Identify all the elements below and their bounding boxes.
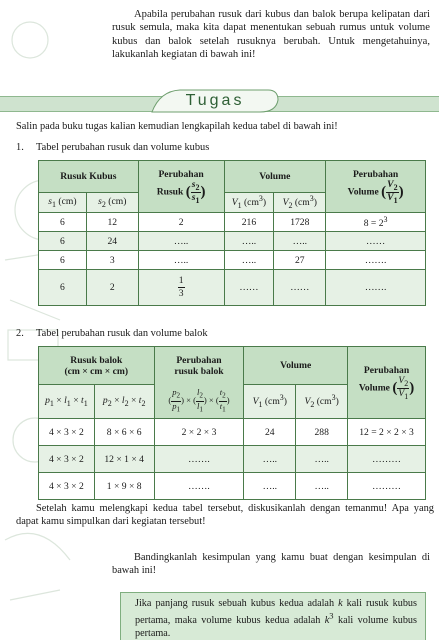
cell-v2: 27: [274, 251, 326, 270]
table-row: [39, 419, 426, 446]
table2-col-p2l2t2: $p_2 \times l_2 \times t_2$: [94, 385, 154, 419]
cell-ratio: …..: [138, 251, 224, 270]
table2-header-pv-line2: Volume: [358, 382, 390, 394]
cell-v2: 288: [296, 419, 348, 446]
cell-v2: …..: [296, 446, 348, 473]
cell-ratio: …….: [154, 446, 244, 473]
table1-header-pv-word: Perubahan: [352, 168, 399, 180]
conclusion-box: [120, 592, 426, 640]
table2-header-perubahan-volume: Perubahan Volume ( $\frac{V_2}{V_1}$ ): [348, 347, 426, 419]
table-row: [39, 232, 426, 251]
instruction-text: Salin pada buku tugas kalian kemudian lengkapilah kedua tabel di bawah ini!: [16, 121, 338, 132]
compare-text: Bandingkanlah kesimpulan yang kamu buat dengan kesimpulan di bawah ini!: [112, 552, 430, 577]
discussion-text: Setelah kamu melengkapi kedua tabel tersebut, diskusikanlah dengan temanmu! Apa yang dapat kamu simpulkan dari kegiatan tersebut!: [16, 503, 434, 528]
table1-col-s2: $s_2$ (cm): [86, 193, 138, 213]
table1-cube-volume: [38, 160, 426, 306]
cell-v2: …..: [274, 232, 326, 251]
cell-s1: 6: [39, 251, 87, 270]
table1-header-rusuk-word: Rusuk: [156, 186, 184, 198]
table1-caption-text: Tabel perubahan rusuk dan volume kubus: [36, 142, 210, 153]
cell-s1: 6: [39, 213, 87, 232]
discussion-paragraph: [16, 502, 434, 529]
cell-vr: ………: [348, 446, 426, 473]
table1-caption: [16, 142, 209, 153]
table2-header-volume: Volume: [244, 347, 348, 385]
cell-vr: ………: [348, 473, 426, 500]
table1-col-v2: $V_2$ $(cm^3)$: [274, 193, 326, 213]
cell-v2: 1728: [274, 213, 326, 232]
table2-number: 2.: [16, 328, 24, 339]
cell-v1: …..: [244, 446, 296, 473]
cell-ratio: 2: [138, 213, 224, 232]
table-row: [39, 473, 426, 500]
cell-s1: 6: [39, 270, 87, 306]
v2-over-v1: $\frac{V_2}{V_1}$: [387, 178, 398, 205]
cell-b: 1 × 9 × 8: [94, 473, 154, 500]
cell-v1: 216: [224, 213, 274, 232]
cell-v1: …..: [224, 251, 274, 270]
table2-caption: [16, 328, 208, 339]
table2-header-perubahan-line1: Perubahan: [176, 354, 222, 366]
cell-b: 12 × 1 × 4: [94, 446, 154, 473]
table1-header-rusuk: Rusuk Kubus: [39, 161, 139, 193]
cell-ratio: $\frac{1}{3}$: [138, 270, 224, 306]
table2-header-perubahan-line2: rusuk balok: [174, 365, 224, 377]
cell-vr: …….: [326, 251, 426, 270]
table2-header-pv-line1: Perubahan: [363, 364, 410, 376]
cell-a: 4 × 3 × 2: [39, 419, 95, 446]
intro-text: Apabila perubahan rusuk dari kubus dan balok berupa kelipatan dari rusuk semula, maka kita dapat menentukan sebuah rumus untuk volume kubus dan balok setelah rusuknya berubah. Untuk mengetahuinya, lakukanlah kegiatan di bawah ini!: [112, 9, 430, 61]
section-title: Tugas: [185, 92, 245, 109]
section-title-badge: [150, 88, 280, 114]
cell-v1: …..: [224, 232, 274, 251]
cell-vr: ……: [326, 232, 426, 251]
table2-header-rusuk-line1: Rusuk balok: [70, 354, 123, 366]
compare-paragraph: [112, 551, 430, 578]
table2-col-ratio-formula: ( $\frac{p_2}{p_1}$ ) × ( $\frac{l_2}{l_1}$ ) × ( $\frac{t_2}{t_1}$ ): [154, 385, 244, 419]
table1-col-v1: $V_1$ $(cm^3)$: [224, 193, 274, 213]
cell-ratio: …..: [138, 232, 224, 251]
cell-s2: 3: [86, 251, 138, 270]
table2-header-rusuk: [39, 347, 155, 385]
table1-col-s1: $s_1$ (cm): [39, 193, 87, 213]
table2-caption-text: Tabel perubahan rusuk dan volume balok: [36, 328, 208, 339]
table1-header-perubahan-rusuk: Perubahan Rusuk ( $\frac{s_2}{s_1}$ ): [138, 161, 224, 213]
table1-header-volume-word: Volume: [347, 186, 379, 198]
table2-col-v2: $V_2$ $(cm^3)$: [296, 385, 348, 419]
cell-v2: …..: [296, 473, 348, 500]
table2-col-p1l1t1: $p_1 \times l_1 \times t_1$: [39, 385, 95, 419]
table1-number: 1.: [16, 142, 24, 153]
table-row: [39, 213, 426, 232]
cell-s2: 12: [86, 213, 138, 232]
table2-header-rusuk-line2: (cm × cm × cm): [64, 365, 129, 377]
cell-v1: ……: [224, 270, 274, 306]
table-row: [39, 446, 426, 473]
cell-v1: …..: [244, 473, 296, 500]
cell-vr: 12 = 2 × 2 × 3: [348, 419, 426, 446]
table1-header-volume: Volume: [224, 161, 326, 193]
cell-s1: 6: [39, 232, 87, 251]
cell-s2: 2: [86, 270, 138, 306]
cell-a: 4 × 3 × 2: [39, 446, 95, 473]
table-row: [39, 251, 426, 270]
intro-paragraph: [112, 8, 430, 62]
table1-header-perubahan-volume: Perubahan Volume ( $\frac{V_2}{V_1}$ ): [326, 161, 426, 213]
cell-ratio: 2 × 2 × 3: [154, 419, 244, 446]
cell-v1: 24: [244, 419, 296, 446]
cell-vr: $8 = 2^3$: [326, 213, 426, 232]
cell-b: 8 × 6 × 6: [94, 419, 154, 446]
cell-s2: 24: [86, 232, 138, 251]
table2-col-v1: $V_1$ $(cm^3)$: [244, 385, 296, 419]
table2-header-perubahan: [154, 347, 244, 385]
conclusion-text: Jika panjang rusuk sebuah kubus kedua adalah k kali rusuk kubus pertama, maka volume kubus kedua adalah $k^3$ kali volume kubus pertama.: [135, 598, 417, 640]
table1-header-perubahan: Perubahan: [158, 168, 204, 180]
table2-box-volume: [38, 346, 426, 500]
cell-vr: …….: [326, 270, 426, 306]
cell-a: 4 × 3 × 2: [39, 473, 95, 500]
cell-ratio: …….: [154, 473, 244, 500]
s2-over-s1: $\frac{s_2}{s_1}$: [191, 178, 200, 205]
table-row: [39, 270, 426, 306]
cell-v2: ……: [274, 270, 326, 306]
